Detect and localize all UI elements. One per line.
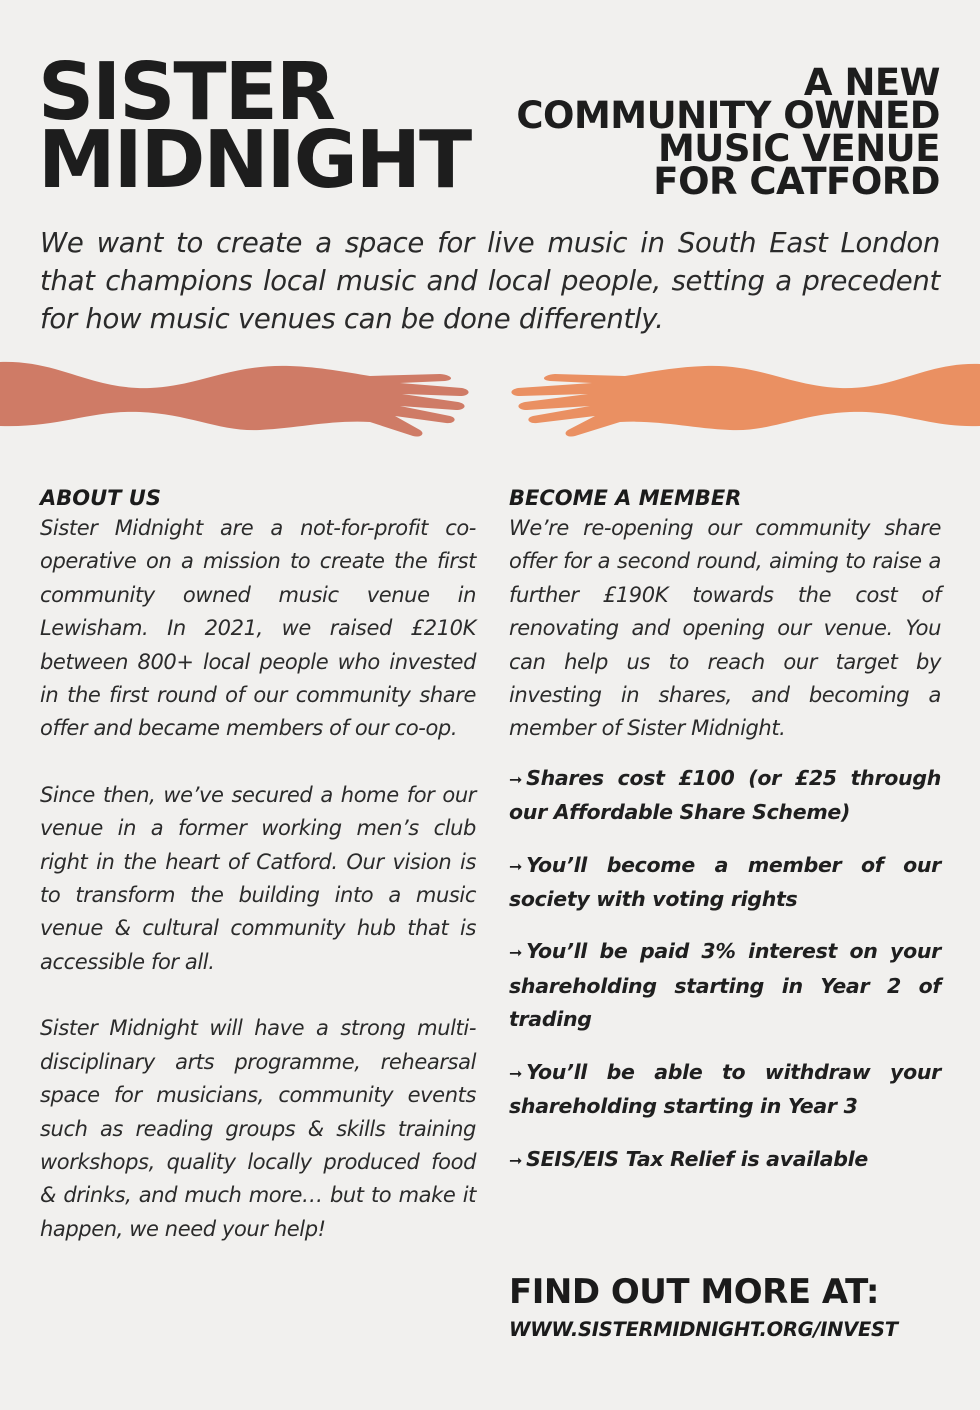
member-paragraph: We’re re-opening our community share offer for a second round, aiming to raise a further £190K towards the cost of renovating and opening our venue. You can help us to reach our target by investing in shares, and becoming a member of Sister Midnight. xyxy=(509,516,941,741)
arrow-right-icon: ➞ xyxy=(509,769,523,789)
benefit-text: SEIS/EIS Tax Relief is available xyxy=(526,1146,869,1171)
about-paragraph-1: Sister Midnight are a not-for-profit co-operative on a mission to create the first community owned music venue in Lewisham. In 2021, we raised £210K between 800+ local people who invested in the first round of our community share offer and became members of our co-op. xyxy=(40,516,476,741)
benefit-text: You’ll be paid 3% interest on your shareholding starting in Year 2 of trading xyxy=(509,939,941,1032)
arrow-right-icon: ➞ xyxy=(509,856,523,876)
reaching-hands-illustration xyxy=(0,350,980,450)
tagline-line-4: FOR CATFORD xyxy=(653,160,940,203)
list-item xyxy=(509,849,941,917)
list-item xyxy=(509,762,941,830)
benefit-text: Shares cost £100 (or £25 through our Affordable Share Scheme) xyxy=(509,765,941,825)
arrow-right-icon: ➞ xyxy=(509,943,523,963)
member-section xyxy=(509,484,941,1196)
tagline-line-1: A NEW xyxy=(803,61,940,104)
find-out-more-heading: FIND OUT MORE AT: xyxy=(509,1272,880,1312)
about-paragraph-3: Sister Midnight will have a strong multi-disciplinary arts programme, rehearsal space for musicians, community events such as reading groups & skills training workshops, quality locally produced food & drinks, and much more… but to make it happen, we need your help! xyxy=(40,1016,476,1241)
arrow-right-icon: ➞ xyxy=(509,1063,523,1083)
list-item xyxy=(509,1056,941,1124)
member-heading: BECOME A MEMBER xyxy=(509,486,742,510)
logo-line-1: SISTER xyxy=(38,46,334,139)
logo xyxy=(38,46,478,207)
right-hand-icon xyxy=(511,364,980,437)
tagline-line-2: COMMUNITY OWNED xyxy=(516,94,940,137)
tagline-line-3: MUSIC VENUE xyxy=(657,127,940,170)
list-item xyxy=(509,1143,941,1177)
arrow-right-icon: ➞ xyxy=(509,1150,523,1170)
list-item xyxy=(509,935,941,1036)
logo-line-2: MIDNIGHT xyxy=(38,114,471,207)
benefit-text: You’ll be able to withdraw your shareholding starting in Year 3 xyxy=(509,1059,941,1119)
left-hand-icon xyxy=(0,362,469,437)
tagline xyxy=(480,61,940,203)
invest-link[interactable]: WWW.SISTERMIDNIGHT.ORG/INVEST xyxy=(509,1318,898,1341)
benefits-list xyxy=(509,762,941,1177)
about-section xyxy=(40,484,476,1246)
intro-text: We want to create a space for live music in South East London that champions local music and local people, setting a precedent for how music venues can be done differently. xyxy=(40,227,940,335)
benefit-text: You’ll become a member of our society with voting rights xyxy=(509,852,941,912)
about-heading: ABOUT US xyxy=(40,486,161,510)
about-paragraph-2: Since then, we’ve secured a home for our venue in a former working men’s club right in the heart of Catford. Our vision is to transform the building into a music venue & cultural community hub that is accessible for all. xyxy=(40,782,476,974)
